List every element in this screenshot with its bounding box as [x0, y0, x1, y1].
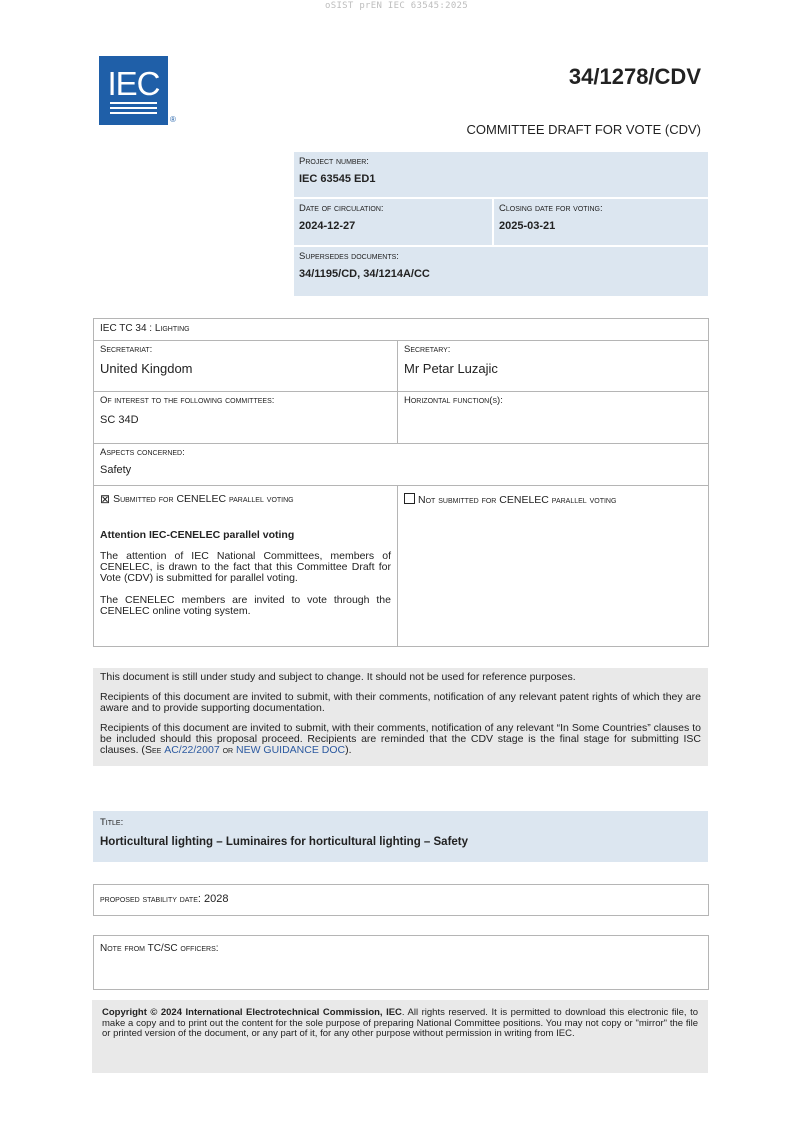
not-submitted-label: Not submitted for CENELEC parallel voting: [418, 494, 617, 506]
copyright-bold: Copyright © 2024 International Electrotechnical Commission, IEC: [102, 1007, 402, 1018]
notice-paragraph-2: Recipients of this document are invited to submit, with their comments, notification of any relevant patent rights of which they are aware and to provide supporting documentation.: [100, 691, 701, 714]
aspects-cell: [94, 444, 709, 486]
or-text: or: [222, 744, 234, 756]
title-label: Title:: [100, 817, 124, 828]
note-label: Note from TC/SC officers:: [100, 943, 219, 954]
watermark: oSIST prEN IEC 63545:2025: [325, 1, 468, 11]
aspects-label: Aspects concerned:: [100, 447, 185, 458]
note-box: [93, 935, 709, 990]
project-number-cell: [294, 152, 708, 197]
stability-box: [93, 884, 709, 916]
see-text: See: [144, 744, 162, 756]
registered-mark: ®: [170, 115, 176, 124]
interest-value: SC 34D: [100, 414, 139, 426]
supersedes-label: Supersedes documents:: [299, 251, 399, 262]
not-submitted-option[interactable]: [404, 493, 702, 506]
interest-label: Of interest to the following committees:: [100, 395, 275, 406]
logo-lines: [110, 102, 157, 117]
stability-label: proposed stability date: [100, 894, 198, 905]
submitted-option[interactable]: [100, 493, 391, 505]
submitted-label: Submitted for CENELEC parallel voting: [113, 493, 294, 505]
closing-cell: [494, 199, 708, 245]
horizontal-cell: [398, 392, 709, 444]
circulation-cell: [294, 199, 492, 245]
notice-box: [93, 668, 708, 766]
supersedes-documents: 34/1195/CD, 34/1214A/CC: [299, 268, 430, 280]
project-number: IEC 63545 ED1: [299, 173, 376, 185]
supersedes-cell: [294, 247, 708, 296]
circulation-label: Date of circulation:: [299, 203, 384, 214]
stability-date: 2028: [204, 893, 229, 905]
attention-paragraph-2: The CENELEC members are invited to vote through the CENELEC online voting system.: [100, 594, 391, 617]
horizontal-label: Horizontal function(s):: [404, 395, 503, 406]
document-number: 34/1278/CDV: [568, 64, 701, 89]
document-type: COMMITTEE DRAFT FOR VOTE (CDV): [466, 122, 701, 137]
circulation-date: 2024-12-27: [299, 220, 356, 232]
project-info-box: [294, 152, 708, 296]
ac-22-2007-link[interactable]: AC/22/2007: [164, 744, 220, 756]
committee-table: [93, 318, 709, 647]
tc-name: Lighting: [154, 323, 190, 334]
checkbox-icon[interactable]: [404, 493, 415, 504]
secretariat-cell: [94, 341, 398, 392]
secretary-cell: [398, 341, 709, 392]
secretary-label: Secretary:: [404, 344, 451, 355]
logo-text: IEC: [107, 65, 160, 102]
attention-paragraph-1: The attention of IEC National Committees, members of CENELEC, is drawn to the fact that this Committee Draft for Vote (CDV) is submitted for parallel voting.: [100, 550, 391, 584]
closing-date: 2025-03-21: [499, 220, 556, 232]
new-guidance-doc-link[interactable]: NEW GUIDANCE DOC: [236, 744, 346, 756]
not-submitted-cell: [398, 486, 709, 647]
document-title: Horticultural lighting – Luminaires for horticultural lighting – Safety: [100, 836, 469, 848]
project-number-label: Project number:: [299, 156, 369, 167]
notice-end: ).: [345, 744, 352, 756]
notice-paragraph-3: [100, 723, 701, 756]
stability-sep: :: [197, 893, 204, 905]
submitted-cell: [94, 486, 398, 647]
tc-cell: [94, 319, 709, 341]
secretariat-value: United Kingdom: [100, 361, 193, 376]
aspects-value: Safety: [100, 464, 132, 476]
copyright-text: . All rights reserved. It is permitted to download this electronic file, to make a copy and to print out the content for the sole purpose of preparing National Committee positions. You may not copy or "mirror" the file or printed version of the document, or any part of it, for any other purpose without permission in writing from IEC.: [102, 1007, 698, 1039]
iec-logo: [99, 56, 168, 125]
checked-checkbox-icon[interactable]: ⊠: [100, 492, 111, 506]
secretary-value: Mr Petar Luzajic: [404, 361, 498, 376]
notice-p3-text: Recipients of this document are invited to submit, with their comments, notification of any relevant “In Some Countries” clauses to be included should this proposal proceed. Recipients are reminded that the CDV stage is the final stage for submitting ISC clauses. (: [100, 722, 701, 756]
copyright-box: [92, 1000, 708, 1073]
notice-paragraph-1: This document is still under study and subject to change. It should not be used for reference purposes.: [100, 671, 576, 683]
tc-prefix: IEC TC 34 :: [100, 323, 155, 334]
secretariat-label: Secretariat:: [100, 344, 153, 355]
interest-cell: [94, 392, 398, 444]
attention-title: Attention IEC-CENELEC parallel voting: [100, 529, 295, 541]
closing-label: Closing date for voting:: [499, 203, 603, 214]
title-box: [93, 811, 708, 862]
